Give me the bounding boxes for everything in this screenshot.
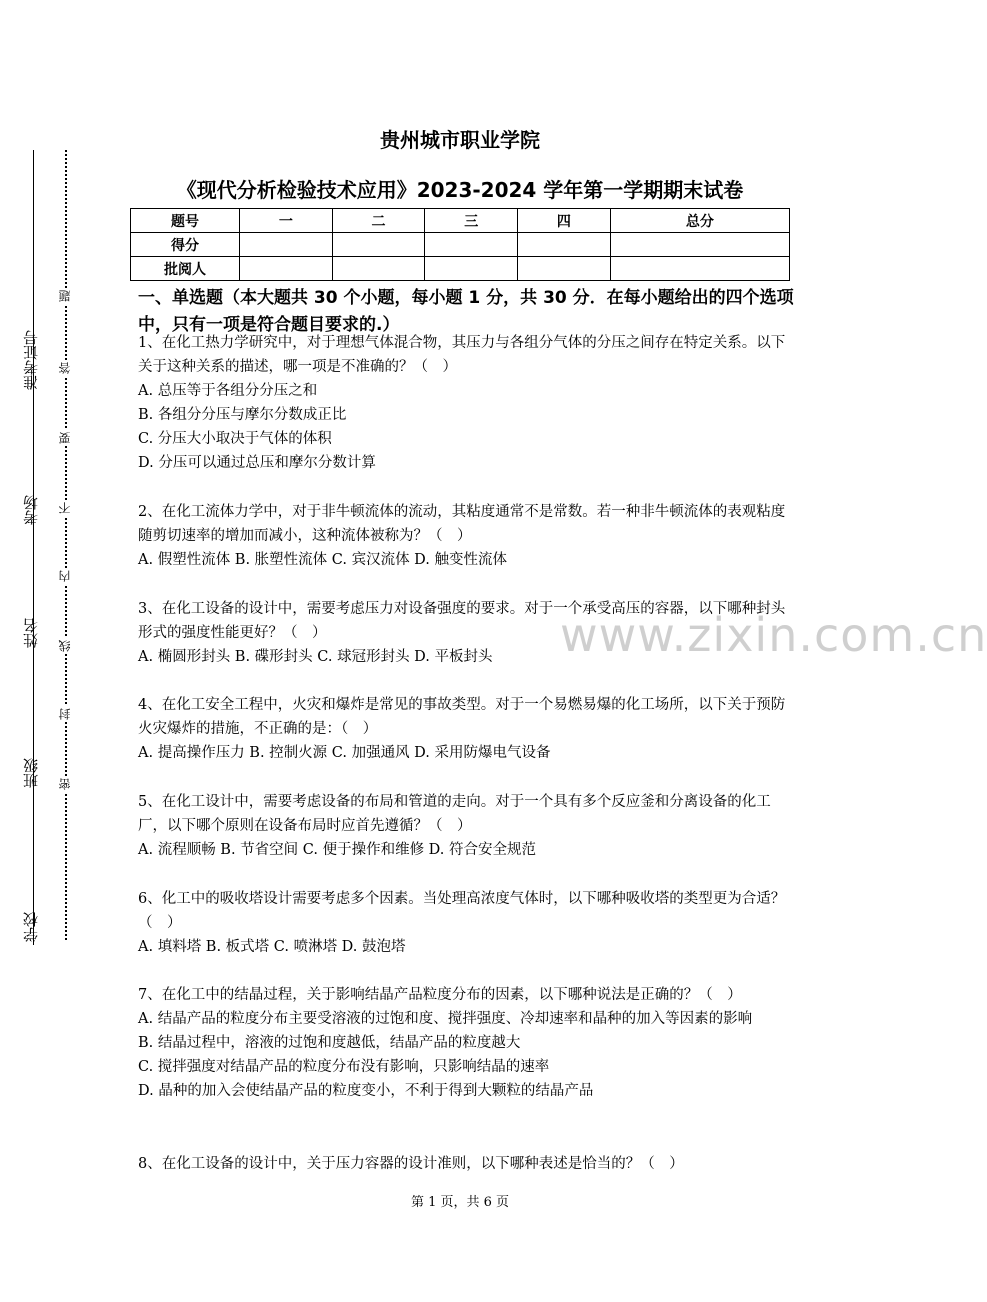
question-stem: 3、在化工设备的设计中，需要考虑压力对设备强度的要求。对于一个承受高压的容器，以下哪种封头形式的强度性能更好？（ ） — [138, 601, 786, 641]
seal-char: 题 — [58, 290, 72, 302]
question-option: A. 结晶产品的粒度分布主要受溶液的过饱和度、搅拌强度、冷却速率和晶种的加入等因素的影响 — [138, 1011, 753, 1027]
question-stem: 5、在化工设计中，需要考虑设备的布局和管道的走向。对于一个具有多个反应釜和分离设备的化工厂，以下哪个原则在设备布局时应首先遵循？（ ） — [138, 794, 771, 834]
score-table — [130, 208, 790, 281]
seal-char: 封 — [58, 708, 72, 720]
score-row-label: 得分 — [131, 233, 240, 257]
seal-char: 线 — [58, 640, 72, 652]
score-row-label: 批阅人 — [131, 257, 240, 281]
question-stem: 7、在化工中的结晶过程，关于影响结晶产品粒度分布的因素，以下哪种说法是正确的？（ ） — [138, 987, 742, 1003]
score-header-cell: 四 — [518, 209, 611, 233]
question-1 — [138, 331, 798, 475]
question-2 — [138, 500, 798, 572]
question-option: A. 流程顺畅 B. 节省空间 C. 便于操作和维修 D. 符合安全规范 — [138, 842, 537, 858]
score-header-cell: 三 — [425, 209, 518, 233]
binding-field-exam-number: 准考证号 — [22, 330, 40, 390]
score-table-row — [131, 257, 790, 281]
exam-title: 《现代分析检验技术应用》2023-2024 学年第一学期期末试卷 — [176, 178, 744, 202]
score-cell[interactable] — [610, 257, 789, 281]
score-cell[interactable] — [240, 257, 333, 281]
question-stem: 1、在化工热力学研究中，对于理想气体混合物，其压力与各组分气体的分压之间存在特定关系。以下关于这种关系的描述，哪一项是不准确的？（ ） — [138, 335, 786, 375]
watermark: www.zixin.com.cn — [560, 608, 987, 662]
question-option: A. 假塑性流体 B. 胀塑性流体 C. 宾汉流体 D. 触变性流体 — [138, 552, 508, 568]
score-cell[interactable] — [240, 233, 333, 257]
binding-margin — [0, 140, 80, 960]
question-option: B. 结晶过程中，溶液的过饱和度越低，结晶产品的粒度越大 — [138, 1035, 521, 1051]
score-cell[interactable] — [332, 257, 425, 281]
school-name: 贵州城市职业学院 — [380, 128, 540, 152]
score-table-header-row — [131, 209, 790, 233]
question-stem: 2、在化工流体力学中，对于非牛顿流体的流动，其粘度通常不是常数。若一种非牛顿流体的表观粘度随剪切速率的增加而减小，这种流体被称为？（ ） — [138, 504, 786, 544]
binding-field-name: 姓名 — [22, 618, 40, 648]
seal-char: 内 — [58, 570, 72, 582]
score-header-cell: 二 — [332, 209, 425, 233]
question-4 — [138, 693, 798, 765]
score-cell[interactable] — [518, 257, 611, 281]
binding-field-class: 班级 — [22, 758, 40, 788]
question-5 — [138, 790, 798, 862]
binding-field-school: 学校 — [22, 912, 40, 942]
binding-line — [33, 150, 34, 945]
seal-char: 密 — [58, 778, 72, 790]
score-header-cell: 总分 — [610, 209, 789, 233]
section-heading: 一、单选题（本大题共 30 个小题，每小题 1 分，共 30 分．在每小题给出的四个选项中，只有一项是符合题目要求的.） — [138, 288, 794, 335]
score-header-cell: 题号 — [131, 209, 240, 233]
question-stem: 8、在化工设备的设计中，关于压力容器的设计准则，以下哪种表述是恰当的？（ ） — [138, 1156, 684, 1172]
score-cell[interactable] — [518, 233, 611, 257]
question-stem: 6、化工中的吸收塔设计需要考虑多个因素。当处理高浓度气体时，以下哪种吸收塔的类型更为合适？（ ） — [138, 891, 786, 931]
seal-dotted-line — [65, 150, 67, 940]
seal-char: 不 — [58, 502, 72, 514]
question-option: C. 分压大小取决于气体的体积 — [138, 431, 332, 447]
score-header-cell: 一 — [240, 209, 333, 233]
score-cell[interactable] — [425, 257, 518, 281]
question-option: D. 晶种的加入会使结晶产品的粒度变小，不利于得到大颗粒的结晶产品 — [138, 1083, 594, 1099]
score-cell[interactable] — [332, 233, 425, 257]
question-option: B. 各组分分压与摩尔分数成正比 — [138, 407, 347, 423]
binding-field-exam-room: 考场 — [22, 495, 40, 525]
seal-char: 答 — [58, 362, 72, 374]
question-8 — [138, 1152, 798, 1176]
page-footer: 第 1 页，共 6 页 — [410, 1195, 510, 1210]
question-option: A. 椭圆形封头 B. 碟形封头 C. 球冠形封头 D. 平板封头 — [138, 649, 493, 665]
question-option: A. 提高操作压力 B. 控制火源 C. 加强通风 D. 采用防爆电气设备 — [138, 745, 551, 761]
score-cell[interactable] — [610, 233, 789, 257]
question-6 — [138, 887, 798, 959]
question-option: D. 分压可以通过总压和摩尔分数计算 — [138, 455, 376, 471]
seal-char: 要 — [58, 432, 72, 444]
score-table-row — [131, 233, 790, 257]
question-option: A. 总压等于各组分分压之和 — [138, 383, 318, 399]
question-stem: 4、在化工安全工程中，火灾和爆炸是常见的事故类型。对于一个易燃易爆的化工场所，以下关于预防火灾爆炸的措施，不正确的是：（ ） — [138, 697, 786, 737]
question-option: C. 搅拌强度对结晶产品的粒度分布没有影响，只影响结晶的速率 — [138, 1059, 550, 1075]
question-7 — [138, 983, 798, 1103]
score-cell[interactable] — [425, 233, 518, 257]
question-option: A. 填料塔 B. 板式塔 C. 喷淋塔 D. 鼓泡塔 — [138, 939, 406, 955]
